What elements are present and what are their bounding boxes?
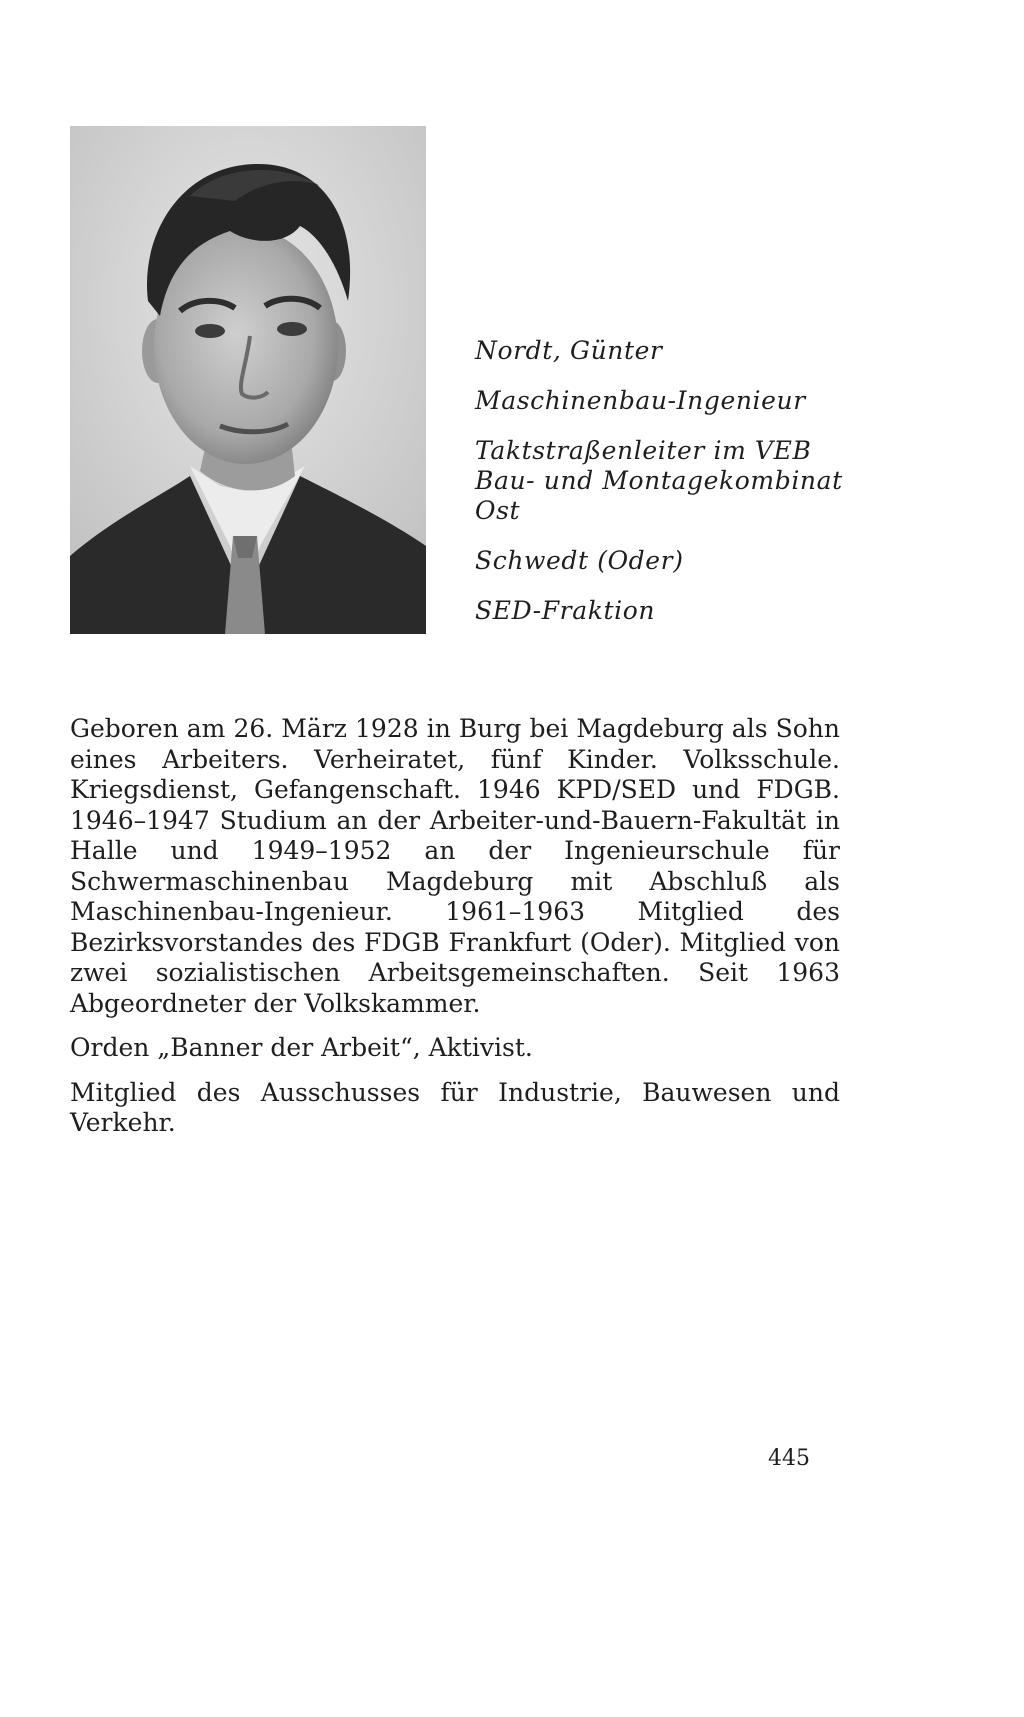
person-name: Nordt, Günter [475,336,663,365]
biography-awards: Orden „Banner der Arbeit“, Aktivist. [70,1033,533,1062]
person-faction: SED-Fraktion [475,596,656,625]
biography [70,714,840,1153]
person-header [475,336,895,626]
person-position-line-1: Taktstraßenleiter im VEB [475,436,812,465]
page-number: 445 [768,1446,810,1471]
person-profession: Maschinenbau-Ingenieur [475,386,806,415]
person-city: Schwedt (Oder) [475,546,684,575]
person-position-line-3: Ost [475,496,521,525]
person-position-line-2: Bau- und Montagekombinat [475,466,843,495]
biography-committee: Mitglied des Ausschusses für Industrie, Bauwesen und Verkehr. [70,1077,840,1137]
portrait-illustration [70,126,426,634]
portrait-photo [70,126,426,634]
biography-main: Geboren am 26. März 1928 in Burg bei Magdeburg als Sohn eines Arbeiters. Verheiratet, fünf Kinder. Volksschule. Kriegsdienst, Gefangenschaft. 1946 KPD/SED und FDGB. 1946–1947 Studium an der Arbeiter-und-Bauern-Fakultät in Halle und 1949–1952 an der Ingenieurschule für Schwermaschinenbau Magdeburg mit Abschluß als Maschinenbau-Ingenieur. 1961–1963 Mitglied des Bezirksvorstandes des FDGB Frankfurt (Oder). Mitglied von zwei sozialistischen Arbeitsgemeinschaften. Seit 1963 Abgeordneter der Volkskammer. [70,714,840,1018]
